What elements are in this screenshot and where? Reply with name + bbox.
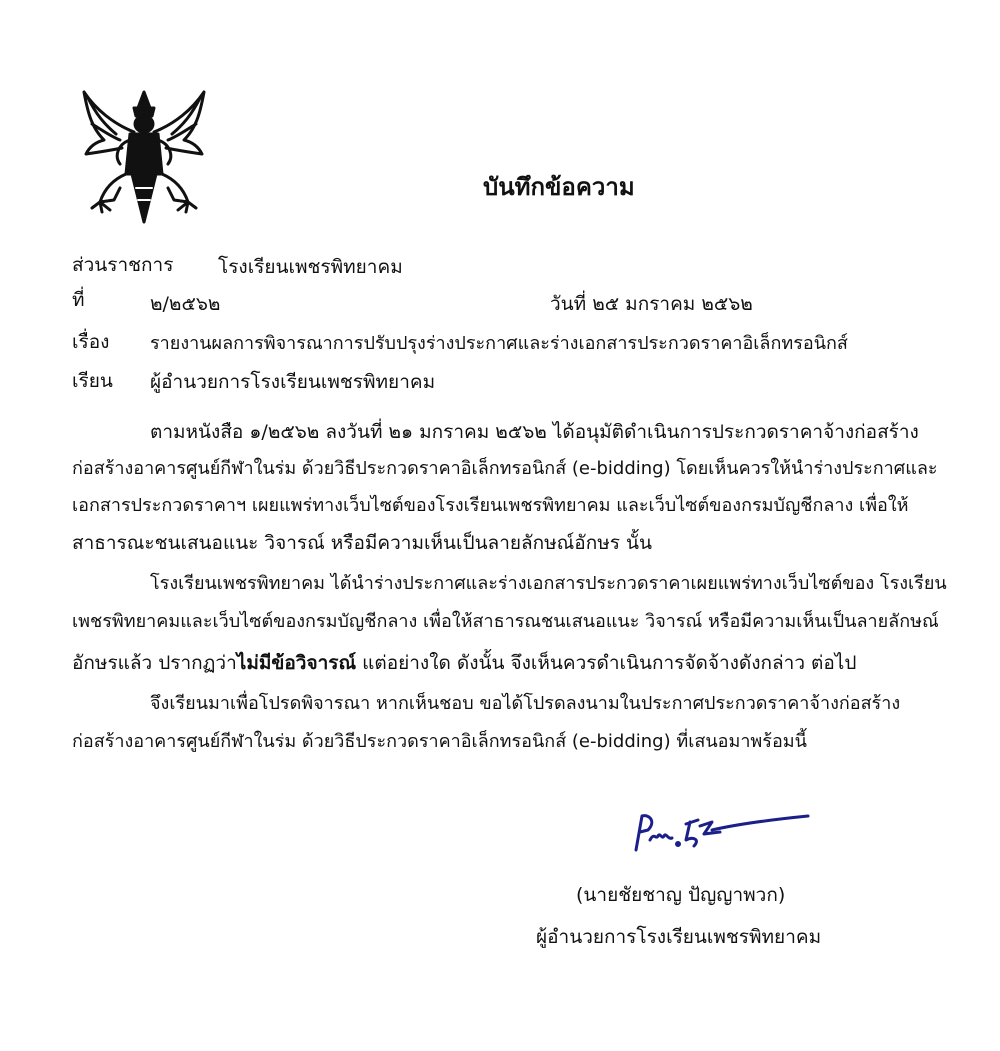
agency-label: ส่วนราชการ: [72, 254, 174, 276]
paragraph-3-line: ก่อสร้างอาคารศูนย์กีฬาในร่ม ด้วยวิธีประกวดราคาอิเล็กทรอนิกส์ (e-bidding) ที่เสนอมาพร้อมนี้: [72, 731, 807, 752]
paragraph-1-line: ก่อสร้างอาคารศูนย์กีฬาในร่ม ด้วยวิธีประกวดราคาอิเล็กทรอนิกส์ (e-bidding) โดยเห็นควรให้นำร่างประกาศและ: [72, 458, 938, 479]
paragraph-2-line: โรงเรียนเพชรพิทยาคม ได้นำร่างประกาศและร่างเอกสารประกวดราคาเผยแพร่ทางเว็บไซต์ของ โรงเรียน: [150, 573, 947, 594]
ref-value: ๒/๒๕๖๒: [150, 293, 221, 315]
paragraph-2-text-start: อักษรแล้ว ปรากฏว่า: [72, 652, 237, 674]
paragraph-2-line: [72, 651, 856, 675]
agency-value: โรงเรียนเพชรพิทยาคม: [218, 256, 403, 278]
memo-title: บันทึกข้อความ: [483, 173, 635, 201]
ref-label: ที่: [72, 289, 85, 311]
memo-date: วันที่ ๒๕ มกราคม ๒๕๖๒: [550, 293, 753, 315]
paragraph-2-line: เพชรพิทยาคมและเว็บไซต์ของกรมบัญชีกลาง เพื่อให้สาธารณชนเสนอแนะ วิจารณ์ หรือมีความเห็นเป็นลายลักษณ์: [72, 611, 939, 632]
no-comment-highlight: ไม่มีข้อวิจารณ์: [236, 652, 357, 674]
signer-name: (นายชัยชาญ ปัญญาพวก): [576, 884, 786, 906]
paragraph-1-line: สาธารณะชนเสนอแนะ วิจารณ์ หรือมีความเห็นเป็นลายลักษณ์อักษร นั้น: [72, 532, 652, 554]
subject-value: รายงานผลการพิจารณาการปรับปรุงร่างประกาศและร่างเอกสารประกวดราคาอิเล็กทรอนิกส์: [150, 333, 848, 354]
paragraph-2-text-end: แต่อย่างใด ดังนั้น จึงเห็นควรดำเนินการจัดจ้างดังกล่าว ต่อไป: [356, 652, 857, 674]
paragraph-1-line: เอกสารประกวดราคาฯ เผยแพร่ทางเว็บไซต์ของโรงเรียนเพชรพิทยาคม และเว็บไซต์ของกรมบัญชีกลาง เพื่อให้: [72, 495, 909, 516]
paragraph-1-line: ตามหนังสือ ๑/๒๕๖๒ ลงวันที่ ๒๑ มกราคม ๒๕๖๒ ได้อนุมัติดำเนินการประกวดราคาจ้างก่อสร้าง: [150, 421, 919, 443]
to-value: ผู้อำนวยการโรงเรียนเพชรพิทยาคม: [150, 371, 436, 393]
garuda-emblem-icon: [74, 84, 214, 226]
signer-position: ผู้อำนวยการโรงเรียนเพชรพิทยาคม: [536, 926, 822, 948]
handwritten-signature: [628, 810, 813, 858]
paragraph-3-line: จึงเรียนมาเพื่อโปรดพิจารณา หากเห็นชอบ ขอได้โปรดลงนามในประกาศประกวดราคาจ้างก่อสร้าง: [150, 693, 901, 714]
to-label: เรียน: [72, 370, 113, 392]
subject-label: เรื่อง: [72, 331, 110, 353]
